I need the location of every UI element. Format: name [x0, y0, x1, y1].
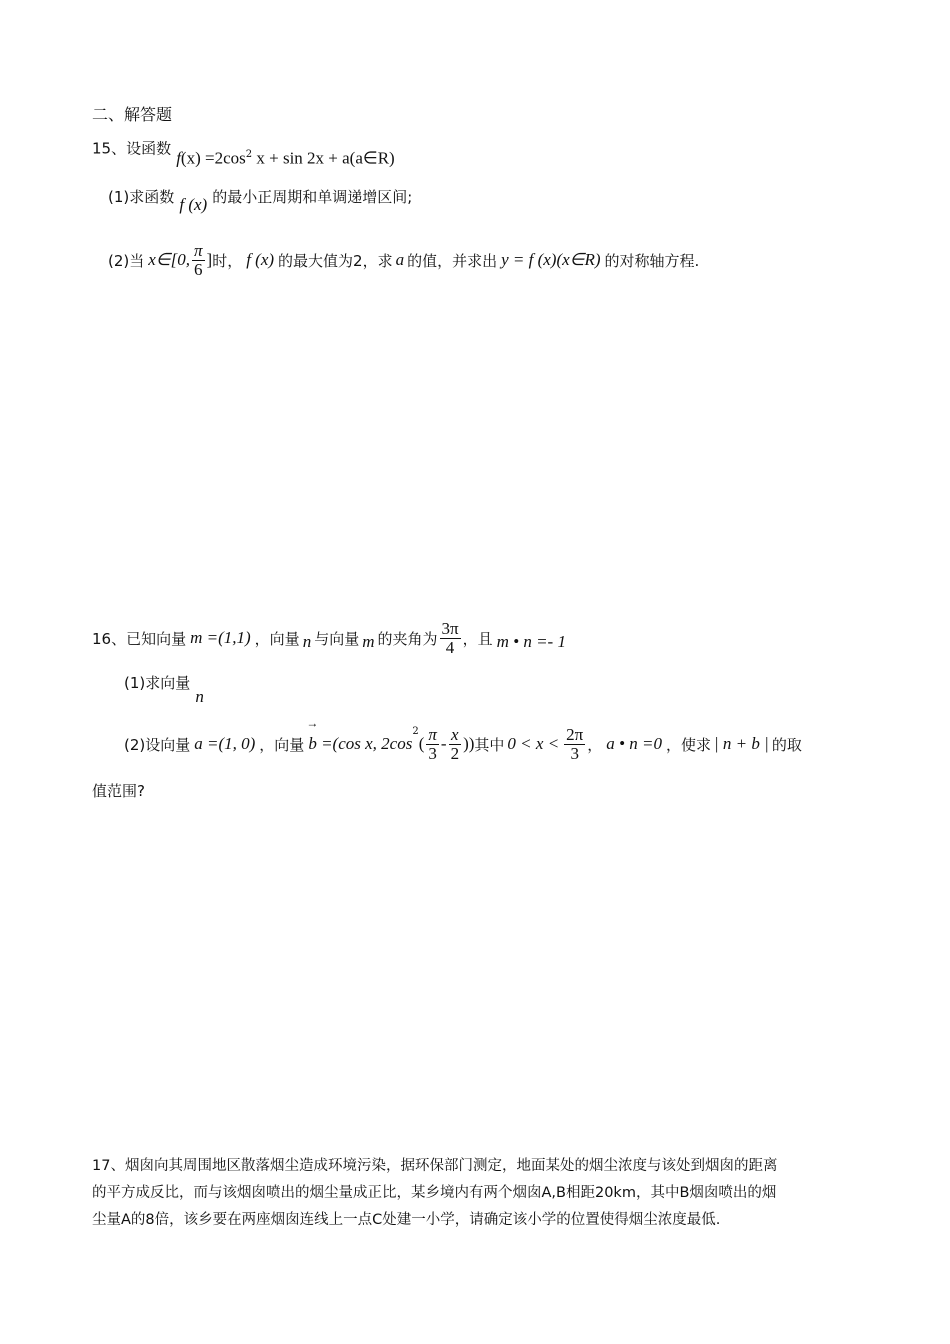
q16-ang-den: 4 [445, 637, 455, 657]
q16-m-eq: m =(1,1) [190, 628, 251, 647]
q16-frac1 [426, 726, 439, 763]
q16-p2-prefix: (2)设向量 [124, 735, 191, 754]
q15-sup: 2 [245, 149, 253, 160]
q16-n: n [302, 632, 312, 651]
q16-t9: 的取 [771, 735, 802, 754]
q16-part2 [124, 716, 802, 772]
q16-stem [92, 612, 566, 664]
q16-dot-eq: m • n =- 1 [496, 632, 566, 651]
q15-p1-fx: f (x) [179, 195, 208, 214]
q15-rhs1: =2cos [200, 148, 246, 168]
q15-f: f [176, 148, 181, 168]
q15-p2-mid3: 的值，并求出 [407, 251, 498, 270]
q16-b-sup: 2 [412, 726, 419, 737]
q16-p1-prefix: (1)求向量 [124, 674, 191, 692]
q16-minus: - [440, 734, 447, 753]
q16-part1 [124, 668, 204, 706]
q16-b-arrow: → [306, 716, 319, 730]
q16-t5: ，向量 [259, 735, 305, 754]
q15-p2-x: x∈[0, [148, 250, 190, 269]
q16-ang-num: 3π [441, 618, 459, 638]
q16-t4: ，且 [462, 629, 493, 648]
q15-p2-mid2: 的最大值为2，求 [278, 251, 393, 270]
q16-f2-den: 2 [450, 743, 460, 763]
q15-stem [92, 130, 395, 168]
q16-an-eq: a • n =0 [606, 734, 662, 753]
q16-t2: 与向量 [314, 629, 360, 648]
q16-f1-den: 3 [428, 743, 437, 763]
q16-b-vector [304, 716, 413, 754]
q16-f3-den: 3 [570, 743, 579, 763]
q16-t6: 其中 [474, 735, 505, 754]
section-title: 二、解答题 [92, 105, 173, 124]
q16-f1-num: π [428, 724, 437, 744]
q16-abs-expr: | n + b | [713, 734, 769, 753]
q16-b-close: )) [463, 734, 475, 753]
q15-part1 [108, 182, 412, 212]
q15-p1-suffix: 的最小正周期和单调递增区间; [212, 188, 413, 206]
q16-b-eq1: b =(cos x, 2cos [308, 734, 413, 753]
q16-frac2 [449, 726, 462, 763]
q15-p2-eq: y = f (x)(x∈R) [501, 250, 601, 269]
q15-p2-prefix: (2)当 [108, 251, 145, 270]
q16-a-eq: a =(1, 0) [194, 734, 256, 753]
q15-p2-num: π [193, 240, 203, 260]
q16-angle-fraction [440, 620, 461, 657]
q15-label: 15、设函数 [92, 139, 172, 158]
q16-f2-num: x [449, 726, 462, 745]
q16-t8: ，使求 [665, 735, 711, 754]
q15-formula [176, 140, 395, 173]
q15-p2-mid1: 时， [212, 251, 243, 270]
q16-m: m [362, 632, 375, 651]
q15-p2-a: a [395, 250, 405, 269]
q16-f3-num: 2π [566, 724, 584, 744]
q16-frac3 [564, 726, 585, 763]
q15-p2-fraction [192, 242, 205, 279]
q16-label: 16、已知向量 [92, 629, 187, 648]
q16-t7: ， [587, 735, 603, 754]
q16-p1-n: n [195, 687, 204, 706]
q15-p2-close: ] [206, 250, 213, 269]
q16-t1: ，向量 [254, 629, 300, 648]
q17-line1: 17、烟囱向其周围地区散落烟尘造成环境污染，据环保部门测定，地面某处的烟尘浓度与该处到烟囱的距离 [92, 1158, 778, 1174]
q16-line2: 值范围? [92, 782, 145, 800]
q16-t3: 的夹角为 [377, 629, 438, 648]
q16-b-open: ( [418, 734, 425, 753]
q15-x: (x) [180, 148, 201, 168]
q15-part2 [108, 236, 699, 284]
q15-p1-prefix: (1)求函数 [108, 188, 175, 206]
q15-rhs2: x + sin 2x + a(a∈R) [252, 148, 395, 168]
q17-text [92, 1153, 777, 1234]
q15-p2-den: 6 [194, 259, 203, 279]
q15-p2-fx: f (x) [246, 250, 275, 269]
q17-line2: 的平方成反比，而与该烟囱喷出的烟尘量成正比，某乡境内有两个烟囱A,B相距20km，其中B烟囱喷出的烟 [92, 1185, 777, 1201]
q17-line3: 尘量A的8倍，该乡要在两座烟囱连线上一点C处建一小学，请确定该小学的位置使得烟尘浓度最低. [92, 1212, 721, 1228]
q15-p2-suffix: 的对称轴方程. [604, 251, 700, 270]
q16-range1: 0 < x < [507, 734, 560, 753]
